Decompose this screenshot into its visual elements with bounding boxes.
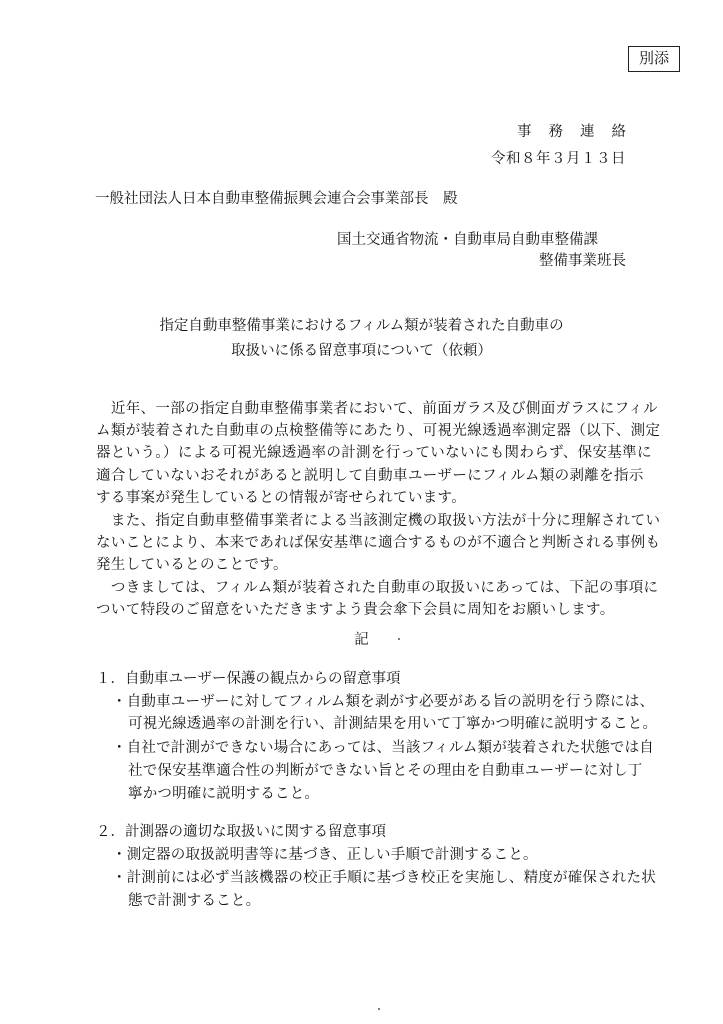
- sender-title: 整備事業班長: [539, 253, 626, 269]
- body-line: する事案が発生しているとの情報が寄せられています。: [96, 490, 467, 506]
- scan-speck: [398, 638, 400, 640]
- body-line: また、指定自動車整備事業者による当該測定機の取扱い方法が十分に理解されてい: [96, 513, 661, 529]
- sender-organization: 国土交通省物流・自動車局自動車整備課: [337, 232, 598, 248]
- attachment-label: 別添: [628, 46, 680, 72]
- document-title-line-2: 取扱いに係る留意事項について（依頼）: [231, 343, 492, 359]
- document-title-line-1: 指定自動車整備事業におけるフィルム類が装着された自動車の: [159, 318, 564, 334]
- body-line: 発生しているとのことです。: [96, 557, 288, 573]
- body-line: 近年、一部の指定自動車整備事業者において、前面ガラス及び側面ガラスにフィル: [96, 401, 658, 417]
- section-2-bullet-1: ・測定器の取扱説明書等に基づき、正しい手順で計測すること。: [112, 847, 538, 863]
- body-line: ム類が装着された自動車の点検整備等にあたり、可視光線透過率測定器（以下、測定: [96, 423, 661, 439]
- section-2-heading: ２．計測器の適切な取扱いに関する留意事項: [96, 824, 386, 840]
- addressee: 一般社団法人日本自動車整備振興会連合会事業部長 殿: [95, 191, 458, 207]
- section-1-heading: １．自動車ユーザー保護の観点からの留意事項: [96, 671, 401, 687]
- section-1-bullet-2: ・自社で計測ができない場合にあっては、当該フィルム類が装着された状態では自: [112, 740, 655, 756]
- scan-speck: [378, 1008, 380, 1010]
- body-line: 適合していないおそれがあると説明して自動車ユーザーにフィルム類の剥離を指示: [96, 468, 644, 484]
- section-1-bullet-2-cont: 社で保安基準適合性の判断ができない旨とその理由を自動車ユーザーに対し丁: [128, 763, 643, 779]
- body-line: ついて特段のご留意をいただきますよう貴会傘下会員に周知をお願いします。: [96, 602, 615, 618]
- ki-heading: 記: [354, 632, 369, 648]
- body-line: つきましては、フィルム類が装着された自動車の取扱いにあっては、下記の事項に: [96, 580, 659, 596]
- body-line: ないことにより、本来であれば保安基準に適合するものが不適合と判断される事例も: [96, 535, 661, 551]
- body-line: 器という。）による可視光線透過率の計測を行っていないにも関わらず、保安基準に: [96, 445, 652, 461]
- section-1-bullet-1-cont: 可視光線透過率の計測を行い、計測結果を用いて丁寧かつ明確に説明すること。: [128, 716, 658, 732]
- section-2-bullet-2: ・計測前には必ず当該機器の校正手順に基づき校正を実施し、精度が確保された状: [112, 870, 656, 886]
- document-date: 令和８年３月１３日: [491, 151, 626, 167]
- section-2-bullet-2-cont: 態で計測すること。: [128, 893, 261, 909]
- section-1-bullet-1: ・自動車ユーザーに対してフィルム類を剥がす必要がある旨の説明を行う際には、: [112, 694, 655, 710]
- document-type: 事務連絡: [517, 124, 643, 140]
- section-1-bullet-2-cont: 寧かつ明確に説明すること。: [128, 786, 320, 802]
